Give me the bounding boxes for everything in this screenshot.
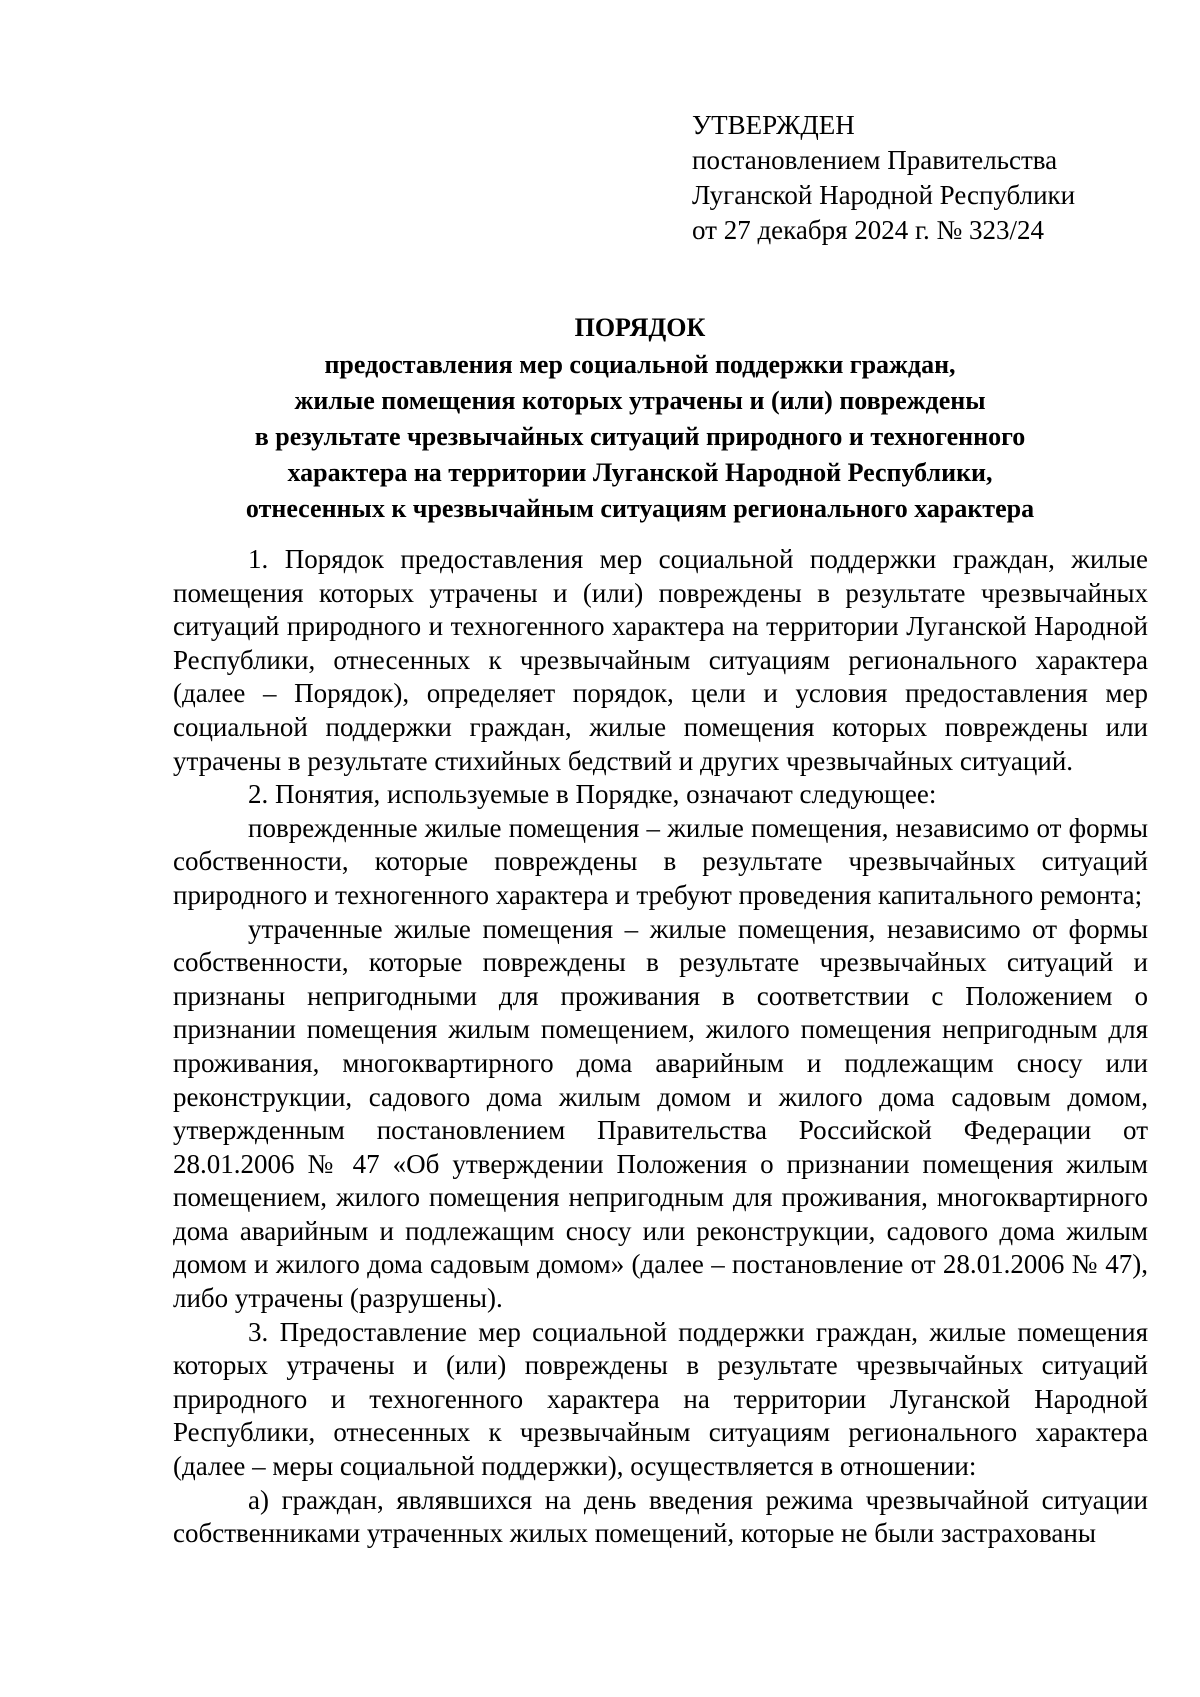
approval-line-2: постановлением Правительства <box>692 145 1058 175</box>
title-line-1: предоставления мер социальной поддержки граждан, <box>324 350 956 379</box>
title-line-2: жилые помещения которых утрачены и (или) повреждены <box>294 386 986 415</box>
title-heading: ПОРЯДОК <box>574 313 706 342</box>
document-title <box>160 310 1120 527</box>
paragraph-3: 3. Предоставление мер социальной поддержки граждан, жилые помещения которых утрачены и (или) повреждены в результате чрезвычайных ситуаций природного и техногенного характера на территории Луганской Народной Республики, отнесенных к чрезвычайным ситуациям регионального характера (далее – меры социальной поддержки), осуществляется в отношении: <box>173 1316 1148 1482</box>
paragraph-3a: а) граждан, являвшихся на день введения режима чрезвычайной ситуации собственниками утраченных жилых помещений, которые не были застрахованы <box>173 1484 1148 1549</box>
paragraph-1: 1. Порядок предоставления мер социальной поддержки граждан, жилые помещения которых утрачены и (или) повреждены в результате чрезвычайных ситуаций природного и техногенного характера на территории Луганской Народной Республики, отнесенных к чрезвычайным ситуациям регионального характера (далее – Порядок), определяет порядок, цели и условия предоставления мер социальной поддержки граждан, жилые помещения которых повреждены или утрачены в результате стихийных бедствий и других чрезвычайных ситуаций. <box>173 544 1148 776</box>
approval-line-4: от 27 декабря 2024 г. № 323/24 <box>692 215 1045 245</box>
approval-line-1: УТВЕРЖДЕН <box>692 110 855 140</box>
title-line-4: характера на территории Луганской Народной Республики, <box>287 458 993 487</box>
paragraph-definition-damaged: поврежденные жилые помещения – жилые помещения, независимо от формы собственности, которые повреждены в результате чрезвычайных ситуаций природного и техногенного характера и требуют проведения капитального ремонта; <box>173 812 1148 910</box>
paragraph-2: 2. Понятия, используемые в Порядке, означают следующее: <box>248 779 937 810</box>
title-line-5: отнесенных к чрезвычайным ситуациям регионального характера <box>245 494 1035 523</box>
paragraph-definition-lost: утраченные жилые помещения – жилые помещения, независимо от формы собственности, которые повреждены в результате чрезвычайных ситуаций и признаны непригодными для проживания в соответствии с Положением о признании помещения жилым помещением, жилого помещения непригодным для проживания, многоквартирного дома аварийным и подлежащим сносу или реконструкции, садового дома жилым домом и жилого дома садовым домом, утвержденным постановлением Правительства Российской Федерации от 28.01.2006 № 47 «Об утверждении Положения о признании помещения жилым помещением, жилого помещения непригодным для проживания, многоквартирного дома аварийным и подлежащим сносу или реконструкции, садового дома жилым домом и жилого дома садовым домом» (далее – постановление от 28.01.2006 № 47), либо утрачены (разрушены). <box>173 913 1148 1314</box>
document-body <box>173 543 1148 1551</box>
title-line-3: в результате чрезвычайных ситуаций природного и техногенного <box>254 422 1026 451</box>
approval-stamp <box>692 108 1075 248</box>
approval-line-3: Луганской Народной Республики <box>692 180 1076 210</box>
